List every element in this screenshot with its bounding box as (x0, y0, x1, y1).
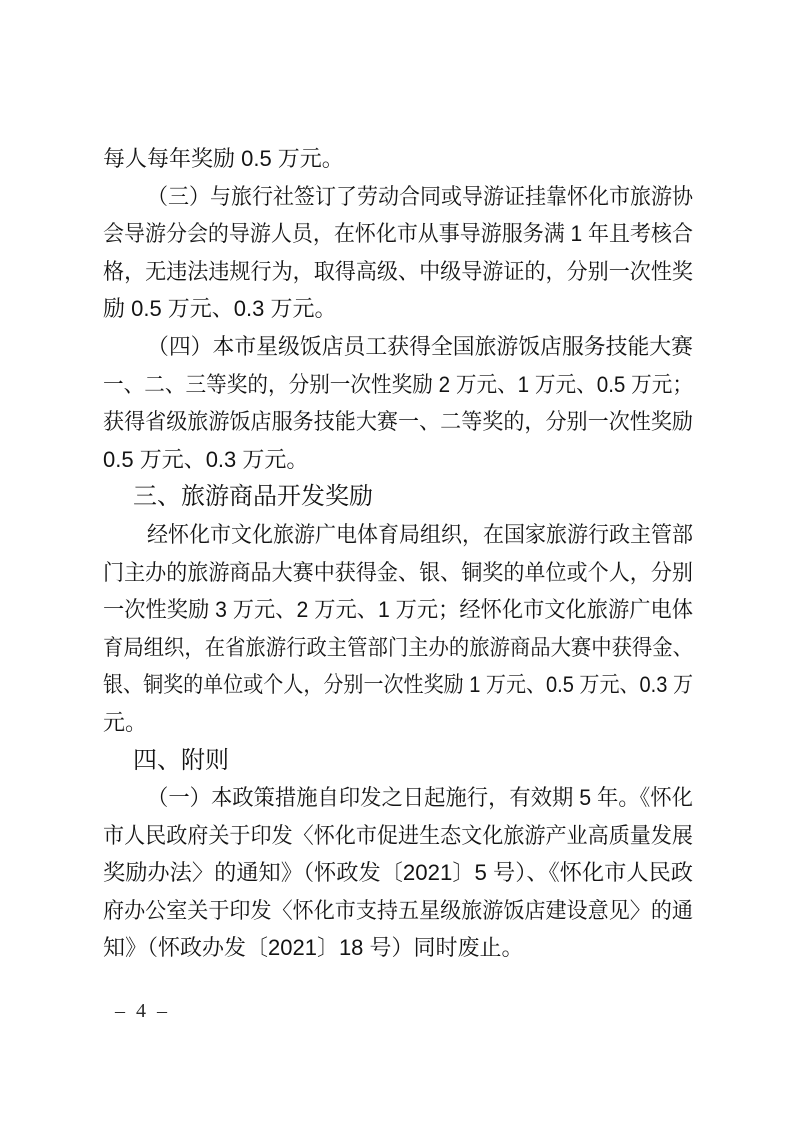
text-line-content: 经怀化市文化旅游广电体育局组织，在国家旅游行政主管部 (147, 521, 693, 547)
text-line (103, 591, 693, 629)
text-line (103, 253, 693, 291)
text-line (103, 554, 693, 592)
text-line (103, 140, 693, 178)
text-line-content: 门主办的旅游商品大赛中获得金、银、铜奖的单位或个人，分别 (103, 559, 693, 585)
text-line-content: 三、旅游商品开发奖励 (133, 483, 373, 511)
text-line-content: 励 0.5 万元、0.3 万元。 (103, 296, 337, 322)
section-heading (103, 478, 693, 516)
text-line-content: 奖励办法〉的通知》（怀政发〔2021〕5 号）、《怀化市人民政 (103, 860, 693, 886)
text-line (103, 290, 693, 328)
text-line-content: 获得省级旅游饭店服务技能大赛一、二等奖的，分别一次性奖励 (103, 409, 693, 435)
text-line-content: 每人每年奖励 0.5 万元。 (103, 146, 344, 171)
text-line-content: （一）本政策措施自印发之日起施行，有效期 5 年。《怀化 (147, 785, 693, 811)
text-line-content: 0.5 万元、0.3 万元。 (103, 446, 309, 472)
text-line (103, 929, 693, 967)
text-line-content: 银、铜奖的单位或个人，分别一次性奖励 1 万元、0.5 万元、0.3 万 (103, 672, 693, 698)
text-line-content: 市人民政府关于印发〈怀化市促进生态文化旅游产业高质量发展 (103, 822, 693, 848)
text-line (103, 629, 693, 667)
text-line-content: 府办公室关于印发〈怀化市支持五星级旅游饭店建设意见〉的通 (103, 897, 693, 923)
document-body (103, 140, 693, 967)
text-line (103, 854, 693, 892)
text-line-content: 元。 (103, 709, 148, 735)
text-line (103, 366, 693, 404)
text-line (103, 215, 693, 253)
text-line (103, 516, 693, 554)
text-line (103, 779, 693, 817)
text-line-content: 一、二、三等奖的，分别一次性奖励 2 万元、1 万元、0.5 万元； (103, 371, 693, 397)
section-heading (103, 742, 693, 780)
text-line (103, 666, 693, 704)
text-line (103, 704, 693, 742)
text-line (103, 817, 693, 855)
text-line (103, 178, 693, 216)
text-line (103, 328, 693, 366)
text-line (103, 892, 693, 930)
text-line-content: （四）本市星级饭店员工获得全国旅游饭店服务技能大赛 (147, 333, 693, 359)
text-line-content: （三）与旅行社签订了劳动合同或导游证挂靠怀化市旅游协 (147, 183, 693, 209)
text-line-content: 知》（怀政办发〔2021〕18 号）同时废止。 (103, 935, 524, 961)
text-line (103, 403, 693, 441)
page-number: – 4 – (115, 1000, 170, 1022)
text-line-content: 格，无违法违规行为，取得高级、中级导游证的，分别一次性奖 (103, 258, 693, 284)
text-line (103, 441, 693, 479)
text-line-content: 四、附则 (133, 746, 229, 774)
text-line-content: 育局组织，在省旅游行政主管部门主办的旅游商品大赛中获得金、 (103, 634, 693, 660)
text-line-content: 会导游分会的导游人员，在怀化市从事导游服务满 1 年且考核合 (103, 221, 693, 247)
text-line-content: 一次性奖励 3 万元、2 万元、1 万元；经怀化市文化旅游广电体 (103, 597, 693, 623)
